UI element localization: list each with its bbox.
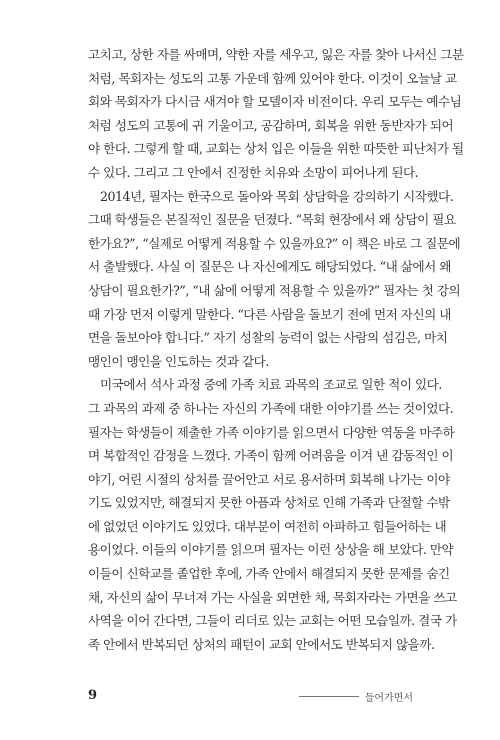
text-line: 처럼, 목회자는 성도의 고통 가운데 함께 있어야 한다. 이것이 오늘날 교: [88, 70, 457, 86]
text-line: 서 출발했다. 사실 이 질문은 나 자신에게도 해당되었다. “내 삶에서 왜: [88, 259, 451, 275]
text-line: 때 가장 먼저 이렇게 말한다. “다른 사람을 돌보기 전에 먼저 자신의 내: [88, 306, 451, 322]
text-line: 에 없었던 이야기도 있었다. 대부분이 여전히 아파하고 힘들어하는 내: [88, 518, 447, 534]
text-line: 기도 있었지만, 해결되지 못한 아픔과 상처로 인해 가족과 단절할 수밖: [88, 495, 450, 511]
running-head-label: 들어가면서: [364, 693, 413, 704]
text-line: 면을 돌보아야 합니다.” 자기 성찰의 능력이 없는 사람의 섬김은, 마치: [88, 330, 448, 346]
text-line: 이들이 신학교를 졸업한 후에, 가족 안에서 해결되지 못한 문제를 숨긴: [88, 566, 450, 582]
text-line: 고치고, 상한 자를 싸매며, 약한 자를 세우고, 잃은 자를 찾아 나서신 그분: [88, 47, 464, 62]
paragraph-first-line: 2014년, 필자는 한국으로 돌아와 목회 상담학을 강의하기 시작했다.: [100, 188, 454, 204]
text-line: 상담이 필요한가?”, “내 삶에 어떻게 적용할 수 있을까?” 필자는 첫 강의: [88, 282, 461, 298]
text-line: 그 과목의 과제 중 하나는 자신의 가족에 대한 이야기를 쓰는 것이었다.: [88, 400, 454, 416]
text-line: 회와 목회자가 다시금 새겨야 할 모델이자 비전이다. 우리 모두는 예수님: [88, 94, 462, 110]
text-line: 수 있다. 그리고 그 안에서 진정한 치유와 소망이 피어나게 된다.: [88, 164, 419, 180]
text-line: 며 복합적인 감정을 느꼈다. 가족이 함께 어려움을 이겨 낸 감동적인 이: [88, 448, 454, 464]
page-number: 9: [88, 688, 98, 703]
running-head: [299, 689, 413, 704]
text-line: 사역을 이어 간다면, 그들이 리더로 있는 교회는 어떤 모습일까. 결국 가: [88, 613, 457, 629]
text-line: 필자는 학생들이 제출한 가족 이야기를 읽으면서 다양한 역동을 마주하: [88, 424, 455, 440]
body-text: [88, 43, 464, 656]
paragraph-first-line: 미국에서 석사 과정 중에 가족 치료 과목의 조교로 일한 적이 있다.: [100, 377, 442, 393]
text-line: 맹인이 맹인을 인도하는 것과 같다.: [88, 353, 269, 369]
running-head-rule: [299, 696, 359, 697]
text-line: 채, 자신의 삶이 무너져 가는 사실을 외면한 채, 목회자라는 가면을 쓰고: [88, 589, 457, 605]
text-line: 그때 학생들은 본질적인 질문을 던졌다. “목회 현장에서 왜 상담이 필요: [88, 212, 456, 228]
text-line: 처럼 성도의 고통에 귀 기울이고, 공감하며, 회복을 위한 동반자가 되어: [88, 117, 454, 133]
text-line: 족 안에서 반복되던 상처의 패턴이 교회 안에서도 반복되지 않을까.: [88, 636, 435, 652]
text-line: 야기, 어린 시절의 상처를 끌어안고 서로 용서하며 회복해 나가는 이야: [88, 471, 450, 487]
page-footer: [88, 688, 413, 708]
text-line: 야 한다. 그렇게 할 때, 교회는 상처 입은 이들을 위한 따뜻한 피난처가 될: [88, 141, 464, 157]
text-line: 한가요?”, “실제로 어떻게 적용할 수 있을까요?” 이 책은 바로 그 질문에: [88, 235, 461, 251]
text-line: 용이었다. 이들의 이야기를 읽으며 필자는 이런 상상을 해 보았다. 만약: [88, 542, 454, 558]
